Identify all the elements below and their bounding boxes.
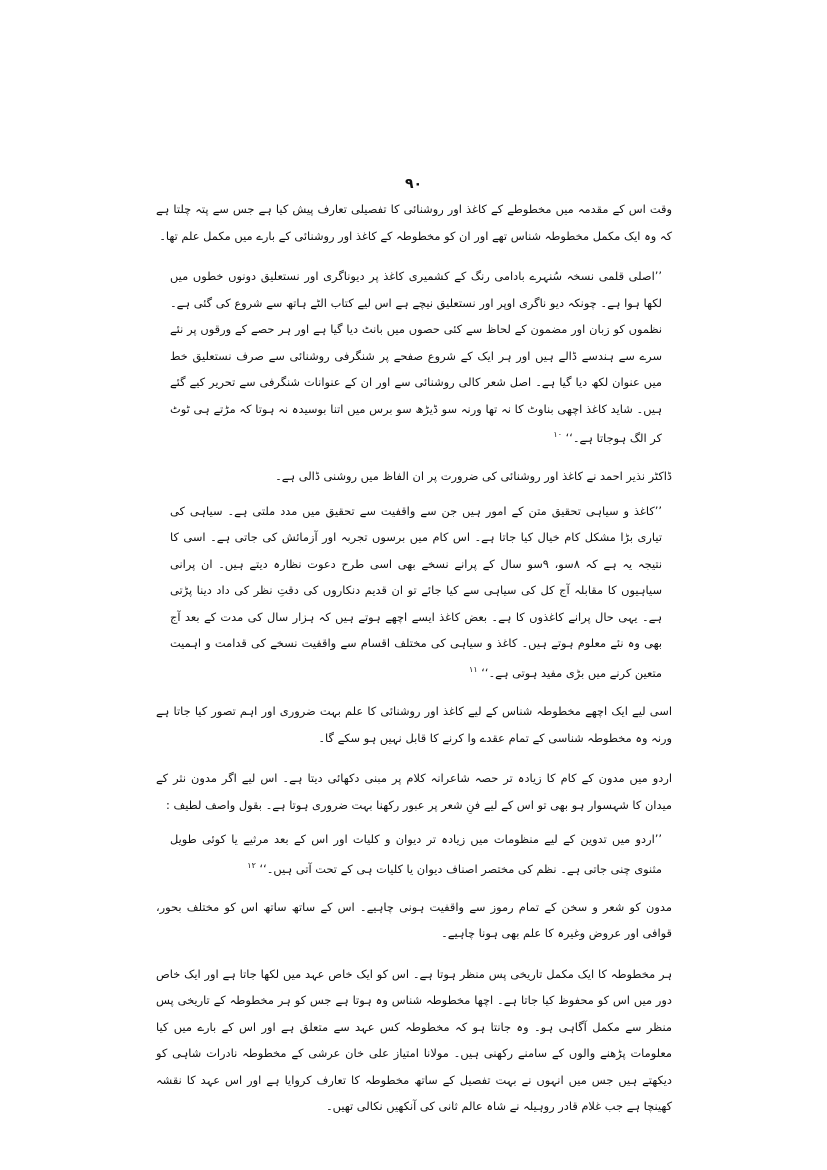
paragraph: ڈاکٹر نذیر احمد نے کاغذ اور روشنائی کی ضرورت پر ان الفاظ میں روشنی ڈالی ہے۔ — [275, 469, 672, 484]
body-text — [156, 196, 672, 1134]
block-quote: ’’اردو میں تدوین کے لیے منظومات میں زیادہ تر دیوان و کلیات اور اس کے بعد مرثیے یا کوئی طویل مثنوی چنی جاتی ہے۔ نظم کی مختصر اصناف دیوان یا کلیات ہی کے تحت آتی ہیں۔‘‘ $^{۱۲}$ — [170, 832, 662, 876]
paragraph: ہر مخطوطہ کا ایک مکمل تاریخی پس منظر ہوتا ہے۔ اس کو ایک خاص عہد میں لکھا جاتا ہے اور ایک خاص دور میں اس کو محفوظ کیا جاتا ہے۔ اچھا مخطوطہ شناس وہ ہوتا ہے جس کو ہر مخطوطہ کے تاریخی پس منظر سے مکمل آگاہی ہو۔ وہ جانتا ہو کہ مخطوطہ کس عہد سے متعلق ہے اور اس کے بارے میں کیا معلومات پڑھنے والوں کے سامنے رکھنی ہیں۔ مولانا امتیاز علی خان عرشی کے مخطوطہ نادرات شاہی کو دیکھتے ہیں جس میں انہوں نے بہت تفصیل کے ساتھ مخطوطہ کا تعارف کروایا ہے اور اس عہد کا نقشہ کھینچا ہے جب غلام قادر روہیلہ نے شاہ عالم ثانی کی آنکھیں نکالی تھیں۔ — [156, 966, 672, 1114]
block-quote: ’’کاغذ و سیاہی تحقیق متن کے امور ہیں جن سے واقفیت سے تحقیق میں مدد ملتی ہے۔ سیاہی کی تیاری بڑا مشکل کام خیال کیا جاتا ہے۔ اس کام میں برسوں تجربہ اور آزمائش کی جاتی ہے۔ اسی کا نتیجہ یہ ہے کہ ۸سو، ۹سو سال کے پرانے نسخے بھی اسی طرح دعوت نظارہ دیتے ہیں۔ ان پرانی سیاہیوں کا مقابلہ آج کل کی سیاہی سے کیا جائے تو ان قدیم دنکاروں کی دقتِ نظر کی داد دینا پڑتی ہے۔ یہی حال پرانے کاغذوں کا ہے۔ بعض کاغذ ایسے اچھے ہوتے ہیں کہ ہزار سال کی مدت کے بعد آج بھی وہ نئے معلوم ہوتے ہیں۔ کاغذ و سیاہی کی مختلف اقسام سے واقفیت نسخے کی قدامت و اہمیت متعین کرنے میں بڑی مفید ہوتی ہے۔‘‘ $^{۱۱}$ — [170, 503, 662, 680]
paragraph: اردو میں مدون کے کام کا زیادہ تر حصہ شاعرانہ کلام پر مبنی دکھائی دیتا ہے۔ اس لیے اگر مدون نثر کے میدان کا شہسوار ہو بھی تو اس کے لیے فنِ شعر پر عبور رکھنا بہت ضروری ہوتا ہے۔ بقول واصف لطیف : — [156, 771, 672, 812]
block-quote: ’’اصلی قلمی نسخہ سُنہرے بادامی رنگ کے کشمیری کاغذ پر دیوناگری اور نستعلیق دونوں خطوں میں لکھا ہوا ہے۔ چونکہ دیو ناگری اوپر اور نستعلیق نیچے ہے اس لیے کتاب الٹے ہاتھ سے شروع کی گئی ہے۔ نظموں کو زبان اور مضمون کے لحاظ سے کئی حصوں میں بانٹ دیا گیا ہے اور ہر حصے کے ورقوں پر نئے سرے سے ہندسے ڈالے ہیں اور ہر ایک کے شروع صفحے پر شنگرفی روشنائی سے صرف نستعلیق خط میں عنوان لکھ دیا گیا ہے۔ اصل شعر کالی روشنائی سے اور ان کے عنوانات شنگرفی سے تحریر کیے گئے ہیں۔ شاید کاغذ اچھی بناوٹ کا نہ تھا ورنہ سو ڈیڑھ سو برس میں اتنا بوسیدہ نہ ہوتا کہ مڑتے ہی ٹوٹ کر الگ ہوجاتا ہے۔‘‘ $^{۱۰}$ — [170, 269, 662, 445]
paragraph: وقت اس کے مقدمہ میں مخطوطے کے کاغذ اور روشنائی کا تفصیلی تعارف پیش کیا ہے جس سے پتہ چلتا ہے کہ وہ ایک مکمل مخطوطہ شناس تھے اور ان کو مخطوطہ کے کاغذ اور روشنائی کے بارے میں مکمل علم تھا۔ — [156, 202, 672, 243]
footnote-marker: ۱۱ — [469, 664, 478, 674]
paragraph: اسی لیے ایک اچھے مخطوطہ شناس کے لیے کاغذ اور روشنائی کا علم بہت ضروری اور اہم تصور کیا جاتا ہے ورنہ وہ مخطوطہ شناسی کے تمام عقدے وا کرنے کا قابل نہیں ہو سکے گا۔ — [156, 704, 672, 745]
page-number: ۹۰ — [404, 176, 423, 192]
footnote-marker: ۱۰ — [553, 430, 562, 439]
paragraph: مدون کو شعر و سخن کے تمام رموز سے واقفیت ہونی چاہیے۔ اس کے ساتھ ساتھ اس کو مختلف بحور، قوافی اور عروض وغیرہ کا علم بھی ہونا چاہیے۔ — [156, 899, 672, 941]
footnote-marker: ۱۲ — [247, 860, 256, 870]
